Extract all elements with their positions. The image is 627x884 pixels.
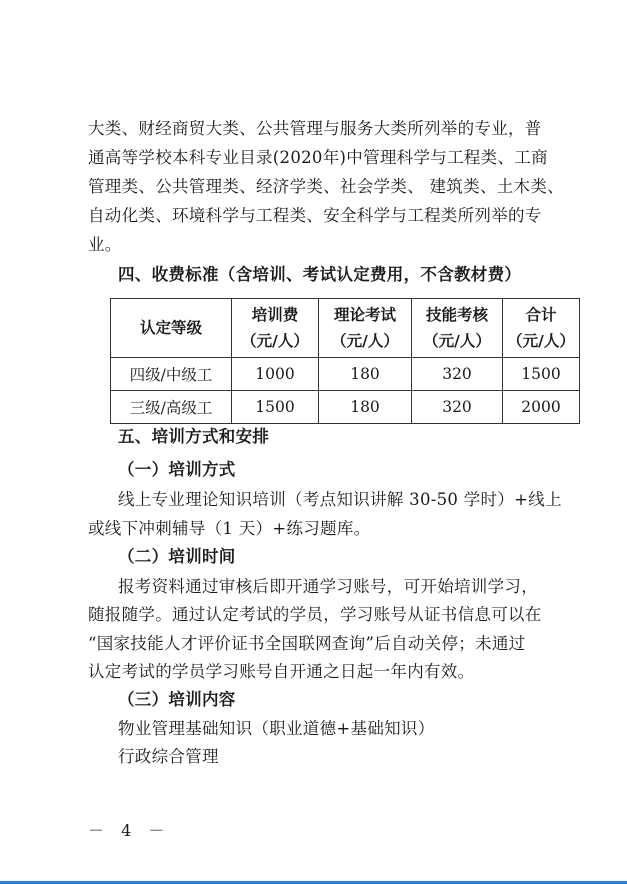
sub2-line: “国家技能人才评价证书全国联网查询”后自动关停；未通过 [88, 634, 526, 653]
table-header-row [111, 299, 580, 358]
paragraph-line: 通高等学校本科专业目录(2020年)中管理科学与工程类、工商 [88, 148, 548, 167]
table-cell: 320 [412, 358, 503, 391]
sub2-line: 认定考试的学员学习账号自开通之日起一年内有效。 [88, 662, 475, 681]
sub3-title: （三）培训内容 [118, 690, 236, 709]
table-cell: 180 [319, 358, 412, 391]
table-header-cell: 培训费 （元/人） [232, 299, 319, 358]
paragraph-line: 大类、财经商贸大类、公共管理与服务大类所列举的专业，普 [88, 119, 542, 138]
table-header-cell: 理论考试 （元/人） [319, 299, 412, 358]
table-cell: 1500 [232, 391, 319, 424]
sub1-title: （一）培训方式 [118, 460, 236, 479]
table-cell: 1000 [232, 358, 319, 391]
paragraph-line: 自动化类、环境科学与工程类、安全科学与工程类所列举的专 [88, 206, 542, 225]
table-header-cell: 认定等级 [111, 299, 232, 358]
table-cell: 三级/高级工 [111, 391, 232, 424]
paragraph-line: 管理类、公共管理类、经济学类、社会学类、 建筑类、土木类、 [88, 177, 564, 196]
fee-table [110, 298, 580, 424]
section4-title: 四、收费标准（含培训、考试认定费用，不含教材费） [118, 265, 522, 284]
sub3-item: 行政综合管理 [118, 747, 219, 766]
sub2-title: （二）培训时间 [118, 547, 236, 566]
table-header-cell: 技能考核 （元/人） [412, 299, 503, 358]
table-cell: 1500 [503, 358, 580, 391]
table-cell: 180 [319, 391, 412, 424]
section5-title: 五、培训方式和安排 [118, 427, 270, 446]
table-header-cell: 合计 （元/人） [503, 299, 580, 358]
sub1-line: 线上专业理论知识培训（考点知识讲解 30-50 学时）+线上 [118, 490, 562, 509]
table-row [111, 391, 580, 424]
sub1-line: 或线下冲刺辅导（1 天）+练习题库。 [88, 519, 371, 538]
page-number: － 4 － [88, 821, 171, 840]
paragraph-line: 业。 [88, 235, 122, 254]
sub2-line: 报考资料通过审核后即开通学习账号，可开始培训学习， [118, 577, 538, 596]
table-cell: 四级/中级工 [111, 358, 232, 391]
sub3-item: 物业管理基础知识（职业道德+基础知识） [118, 719, 435, 738]
table-cell: 320 [412, 391, 503, 424]
table-cell: 2000 [503, 391, 580, 424]
table-row [111, 358, 580, 391]
sub2-line: 随报随学。通过认定考试的学员，学习账号从证书信息可以在 [88, 605, 542, 624]
